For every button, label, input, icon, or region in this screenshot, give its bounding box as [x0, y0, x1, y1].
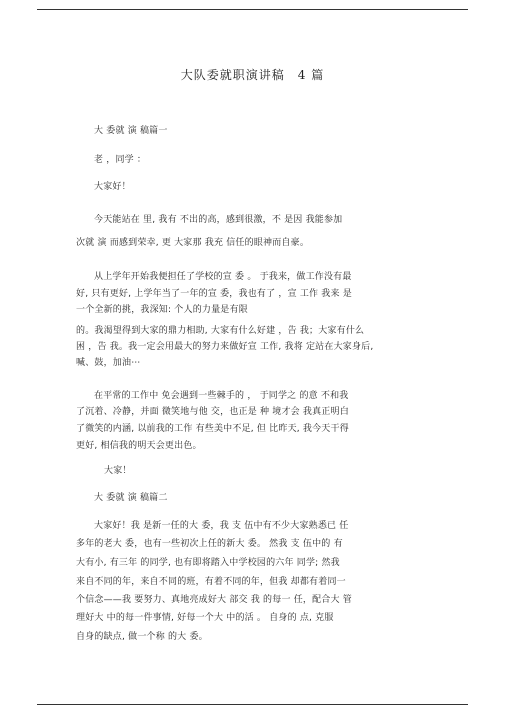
document-title: 大队委就职演讲稿 4 篇 [180, 68, 325, 82]
body-line: 来自不同的年，来自不同的班，有着不同的年，但我 却都有着同一 [76, 577, 346, 587]
section-heading-2: 大 委就 演 稿篇二 [94, 493, 168, 503]
salutation-line: 老 ，同学 ： [94, 155, 147, 165]
body-line: 更好, 相信我的明天会更出色。 [76, 441, 202, 451]
body-line: 大家好！我 是新一任的大 委，我 支 伍中有不少大家熟悉已 任 [94, 521, 349, 531]
body-line: 从上学年开始我便担任了学校的宣 委 。 于我来，做工作没有最 [94, 272, 352, 282]
body-line: 多年的老大 委，也有一些初次上任的新大 委。 然我 支 伍中的 有 [76, 539, 343, 549]
body-line: 一个全新的挑，我深知: 个人的力量是有限 [76, 305, 248, 315]
body-line: 喊、鼓，加油⋯ [76, 358, 141, 368]
body-line: 好, 只有更好, 上学年当了一年的宣 委，我也有了 ，宣 工作 我来 是 [76, 289, 352, 299]
greeting-line: 大家好！ [94, 182, 131, 192]
body-line: 理好大 中的每一件事情, 好每一个大 中的活 。 自身的 点, 克服 [76, 613, 334, 623]
body-line: 个信念——我 要努力、真地亮成好大 部交 我 的每一 任，配合大 管 [76, 595, 352, 605]
body-line: 了微笑的内涵, 以前我的工作 有些美中不足, 但 比昨天, 我今天干得 [76, 424, 349, 434]
body-line: 自身的缺点, 做一个称 的大 委。 [76, 632, 208, 642]
body-line: 次就 演 而感到荣幸, 更 大家那 我充 信任的眼神而自豪。 [76, 238, 310, 248]
body-line: 在平常的工作中 免会遇到一些棘手的 ， 于同学之 的意 不和我 [94, 391, 349, 401]
body-line: 了沉着、冷静，并面 微笑地与他 交，也正是 种 境才会 我真正明白 [76, 407, 349, 417]
footer-rule [37, 704, 468, 705]
body-line: 困 ，告 我。我一定会用最大的努力来做好宣 工作, 我将 定站在大家身后, [76, 342, 374, 352]
body-line: 的。我渴望得到大家的鼎力相助, 大家有什么好建 ，告 我；大家有什么 [76, 326, 365, 336]
section-heading-1: 大 委就 演 稿篇一 [94, 126, 168, 136]
body-line: 大有小, 有三年 的同学, 也有即将踏入中学校园的六年 同学; 然我 [76, 558, 340, 568]
body-line: 今天能站在 里, 我有 不出的高，感到很激，不 是因 我能参加 [94, 215, 343, 225]
closing-line: 大家！ [104, 466, 132, 476]
